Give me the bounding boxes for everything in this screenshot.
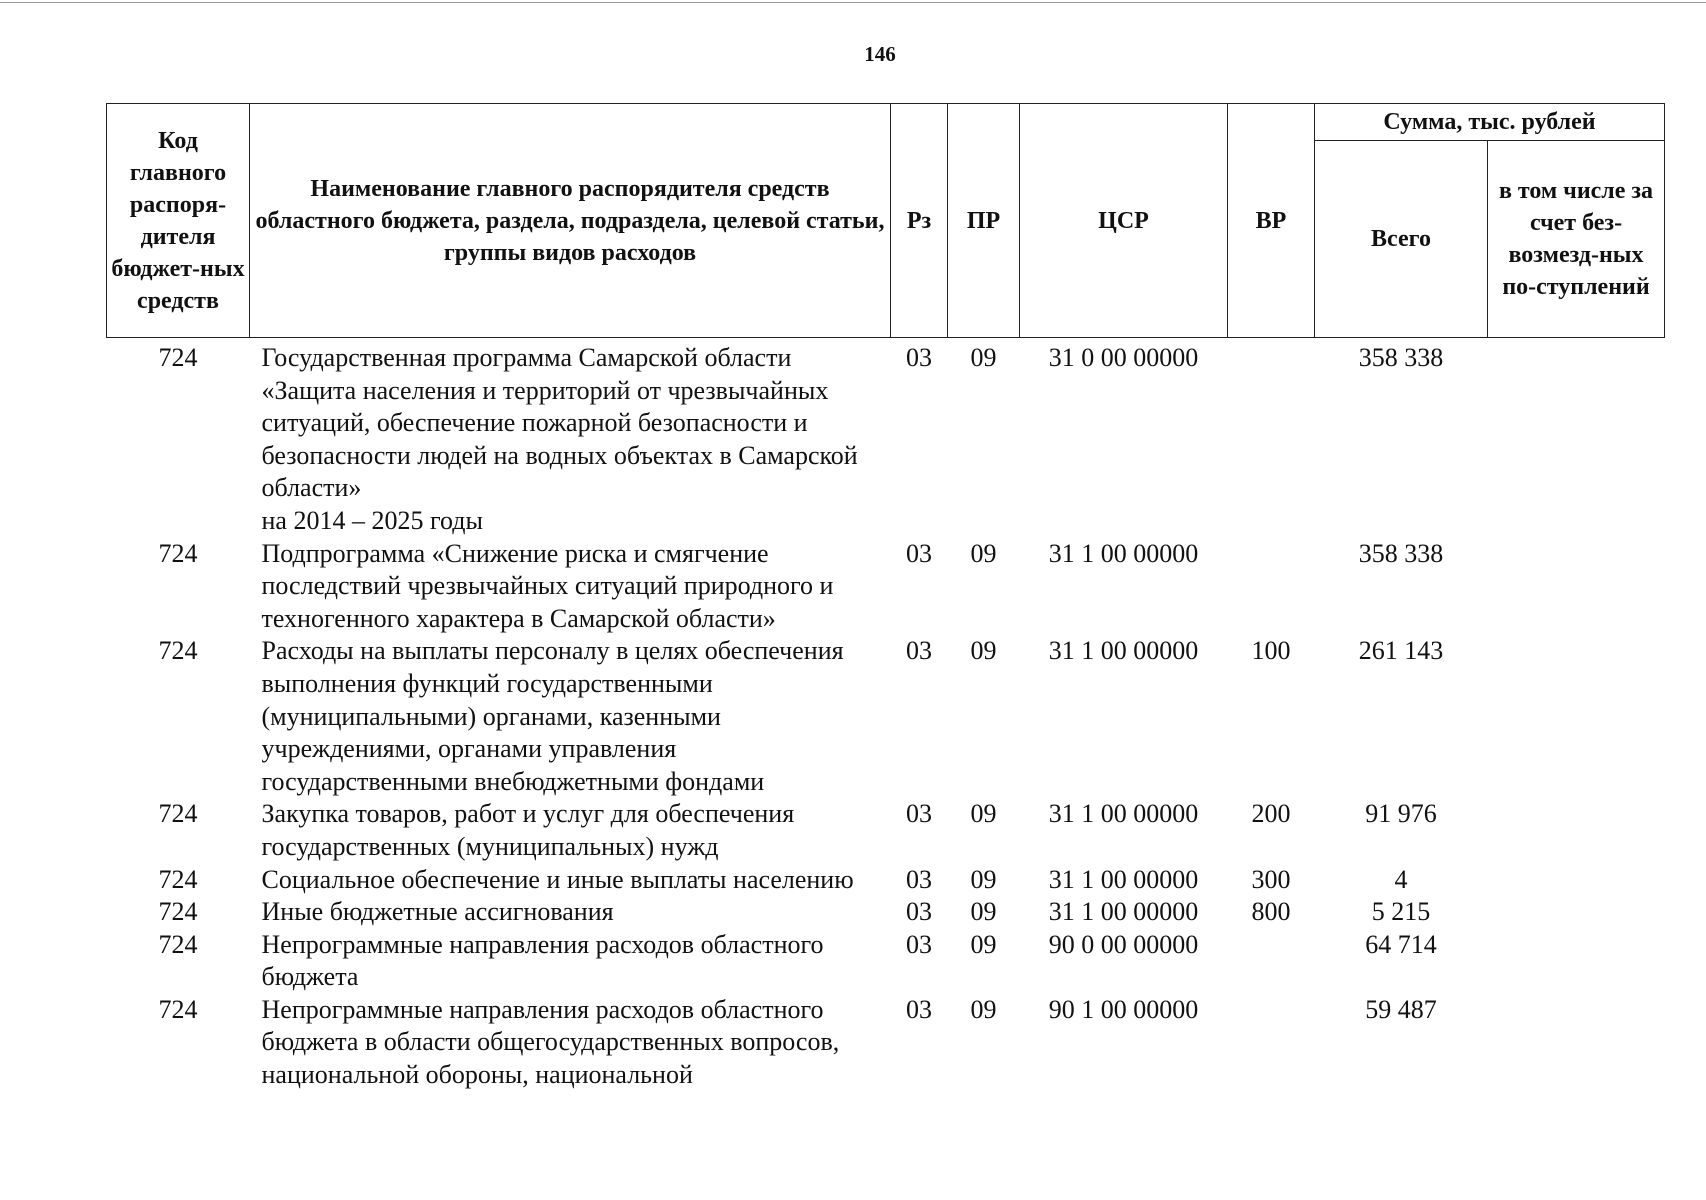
table-row [107,929,1665,994]
cell-total: 358 338 [1358,538,1444,568]
cell-code: 724 [158,864,198,894]
cell-rz: 03 [906,799,932,829]
header-total: Всего [1315,141,1488,338]
cell-free [1488,798,1665,863]
budget-table [106,103,1665,1092]
top-rule [0,2,1706,3]
cell-total: 64 714 [1365,929,1437,959]
cell-pr: 09 [970,538,997,568]
header-name: Наименование главного распорядителя средств областного бюджета, раздела, подраздела, целевой статьи, группы видов расходов [250,104,891,338]
cell-csr: 31 1 00 00000 [1048,897,1199,927]
cell-total: 91 976 [1365,799,1437,829]
header-rz: Рз [891,104,948,338]
cell-free [1488,929,1665,994]
cell-pr: 09 [970,636,997,666]
cell-csr: 31 0 00 00000 [1048,343,1199,372]
cell-rz: 03 [906,538,932,568]
header-free: в том числе за счет без-возмезд-ных по-ступлений [1488,141,1665,338]
cell-name: Закупка товаров, работ и услуг для обеспечения государственных (муниципальных) нужд [261,799,795,861]
table-row [107,635,1665,798]
table-header [107,104,1665,338]
cell-name: Социальное обеспечение и иные выплаты населению [261,864,854,894]
cell-code: 724 [158,799,198,829]
header-vr: ВР [1228,104,1315,338]
cell-name-text: Государственная программа Самарской области «Защита населения и территорий от чрезвычайных ситуаций, обеспечение пожарной безопасности и безопасности людей на водных объектах в Самарской области» [261,343,858,503]
cell-name: Иные бюджетные ассигнования [261,897,614,927]
header-sum: Сумма, тыс. рублей [1315,104,1665,141]
cell-code: 724 [158,897,198,927]
cell-vr [1228,538,1315,636]
table-row [107,338,1665,538]
table-row [107,538,1665,636]
cell-total: 59 487 [1365,994,1437,1024]
cell-vr [1228,929,1315,994]
cell-free [1488,635,1665,798]
cell-rz: 03 [906,636,932,666]
cell-code: 724 [158,343,198,372]
cell-csr: 31 1 00 00000 [1048,799,1199,829]
cell-free [1488,864,1665,897]
cell-rz: 03 [906,343,932,372]
cell-free [1488,338,1665,538]
cell-vr [1228,338,1315,538]
cell-free [1488,994,1665,1092]
cell-rz: 03 [906,897,932,927]
cell-code: 724 [158,636,198,666]
cell-vr: 100 [1251,636,1291,666]
cell-name-extra: на 2014 – 2025 годы [261,505,483,535]
cell-free [1488,538,1665,636]
cell-csr: 31 1 00 00000 [1048,538,1199,568]
cell-name: Подпрограмма «Снижение риска и смягчение последствий чрезвычайных ситуаций природного и техногенного характера в Самарской области» [261,538,834,633]
cell-csr: 31 1 00 00000 [1048,636,1199,666]
header-csr: ЦСР [1020,104,1228,338]
cell-total: 261 143 [1358,636,1444,666]
cell-code: 724 [158,994,198,1024]
cell-code: 724 [158,929,198,959]
cell-vr [1228,994,1315,1092]
cell-name: Непрограммные направления расходов областного бюджета [261,929,824,992]
table-row [107,994,1665,1092]
cell-csr: 90 0 00 00000 [1048,929,1199,959]
table-row [107,864,1665,897]
cell-vr: 800 [1251,897,1291,927]
table-row [107,896,1665,929]
cell-csr: 31 1 00 00000 [1048,864,1199,894]
page-number: 146 [864,42,896,66]
table-row [107,798,1665,863]
cell-name: Непрограммные направления расходов областного бюджета в области общегосударственных вопросов, национальной обороны, национальной [261,994,840,1090]
cell-name [250,338,891,538]
cell-pr: 09 [970,343,997,372]
cell-name: Расходы на выплаты персоналу в целях обеспечения выполнения функций государственными (муниципальными) органами, казенными учреждениями, органами управления государственными внебюджетными фондами [261,636,844,796]
cell-code: 724 [158,538,198,568]
header-code: Код главного распоря-дителя бюджет-ных средств [107,104,250,338]
cell-pr: 09 [970,929,997,959]
cell-total: 5 215 [1371,897,1431,927]
header-pr: ПР [948,104,1020,338]
cell-vr: 300 [1251,864,1291,894]
cell-total: 358 338 [1358,343,1444,372]
cell-total: 4 [1394,864,1408,894]
cell-rz: 03 [906,929,932,959]
cell-rz: 03 [906,864,932,894]
cell-vr: 200 [1251,799,1291,829]
cell-rz: 03 [906,994,932,1024]
cell-pr: 09 [970,864,997,894]
cell-pr: 09 [970,799,997,829]
table-body [107,338,1665,1092]
cell-pr: 09 [970,994,997,1024]
cell-free [1488,896,1665,929]
cell-csr: 90 1 00 00000 [1048,994,1199,1024]
cell-pr: 09 [970,897,997,927]
